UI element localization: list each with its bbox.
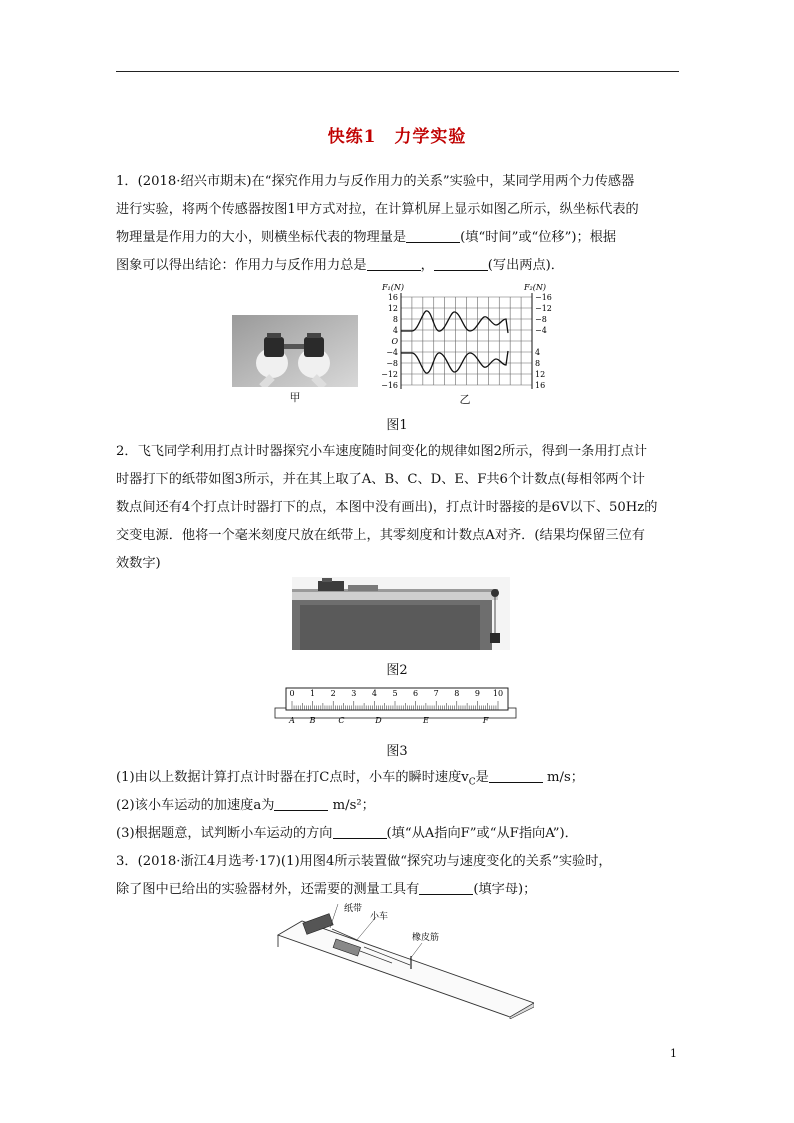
ruler-number: 4 [371, 689, 377, 698]
right-tick-label: −16 [535, 293, 552, 302]
tape-point-label: F [482, 716, 489, 725]
left-tick-label: −12 [381, 370, 398, 379]
right-tick-label: −12 [535, 304, 552, 313]
right-tick-label: −4 [535, 326, 547, 335]
answer-blank [419, 882, 473, 895]
q2-sub-2 [116, 797, 680, 815]
q3-text: 除了图中已给出的实验器材外，还需要的测量工具有 [116, 882, 420, 897]
q2-text: (3)根据题意，试判断小车运动的方向 [116, 826, 333, 841]
left-tick-label: O [391, 337, 398, 346]
left-tick-label: 16 [387, 293, 398, 302]
q3-line-1: 3．(2018·浙江4月选考·17)(1)用图4所示装置做“探究功与速度变化的关系”实验时， [116, 854, 612, 869]
label-cart: 小车 [370, 912, 389, 922]
tape-point-label: C [338, 716, 345, 725]
left-tick-label: −16 [381, 381, 398, 390]
answer-blank [367, 258, 421, 271]
work-velocity-apparatus [272, 903, 534, 1019]
force-time-graph [372, 281, 562, 399]
fig3-caption: 图3 [386, 744, 408, 759]
q2-text: 是 [475, 770, 489, 785]
header-rule [116, 71, 679, 72]
page-title: 快练1 力学实验 [327, 127, 467, 147]
ruler-number: 5 [392, 689, 398, 698]
ruler-number: 7 [433, 689, 439, 698]
fig1-label-yi: 乙 [459, 393, 471, 406]
unit-text: m/s²； [332, 798, 375, 813]
left-tick-label: −8 [386, 359, 398, 368]
left-tick-label: 4 [392, 326, 398, 335]
ruler-number: 0 [289, 689, 295, 698]
right-tick-label: 12 [535, 370, 546, 379]
q1-line-2: 进行实验，将两个传感器按图1甲方式对拉，在计算机屏上显示如图乙所示，纵坐标代表的 [116, 202, 639, 217]
answer-blank [333, 826, 387, 839]
right-tick-label: −8 [535, 315, 547, 324]
q1-text: 物理量是作用力的大小，则横坐标代表的物理量是 [116, 230, 407, 245]
unit-text: m/s； [547, 770, 584, 785]
tape-point-label: B [309, 716, 316, 725]
left-axis-label: F₁(N) [382, 283, 404, 292]
fig2-caption: 图2 [386, 663, 408, 678]
q1-text: (写出两点)． [487, 258, 564, 273]
right-tick-label: 4 [535, 348, 541, 357]
ruler-number: 8 [454, 689, 460, 698]
fig1-caption: 图1 [386, 418, 408, 433]
ruler-number: 1 [310, 689, 316, 698]
answer-blank [406, 230, 460, 243]
tape-point-label: E [422, 716, 429, 725]
q2-text: (1)由以上数据计算打点计时器在打C点时，小车的瞬时速度v [116, 770, 469, 785]
q1-text: 图象可以得出结论：作用力与反作用力总是 [116, 258, 367, 273]
fig1-label-jia: 甲 [289, 391, 301, 404]
q2-text: (填“从A指向F”或“从F指向A”)． [386, 826, 578, 841]
q2-line-1: 2．飞飞同学利用打点计时器探究小车速度随时间变化的规律如图2所示，得到一条用打点计 [116, 444, 648, 459]
subscript-c: C [468, 777, 476, 788]
ruler-number: 6 [413, 689, 419, 698]
q1-text: (填“时间”或“位移”)；根据 [460, 230, 617, 245]
hands-sensor-photo [232, 315, 358, 387]
label-paper-tape: 纸带 [344, 904, 363, 914]
label-rubber-band: 橡皮筋 [412, 933, 440, 943]
q1-text: ， [420, 258, 434, 273]
left-tick-label: 8 [392, 315, 398, 324]
q3-text: (填字母)； [473, 882, 537, 897]
q1-line-4 [116, 257, 680, 275]
q2-text: (2)该小车运动的加速度a为 [116, 798, 275, 813]
q2-line-2: 时器打下的纸带如图3所示，并在其上取了A、B、C、D、E、F共6个计数点(每相邻两个计 [116, 472, 645, 487]
q1-line-1: 1．(2018·绍兴市期末)在“探究作用力与反作用力的关系”实验中，某同学用两个力传感器 [116, 174, 635, 189]
page-number: 1 [670, 1047, 677, 1060]
right-tick-label: 16 [535, 381, 546, 390]
q2-sub-3 [116, 825, 680, 843]
right-axis-label: F₂(N) [524, 283, 546, 292]
left-tick-label: −4 [386, 348, 398, 357]
q2-sub-1 [116, 769, 680, 792]
left-tick-label: 12 [387, 304, 398, 313]
q3-line-2 [116, 881, 680, 899]
ruler-number: 3 [351, 689, 357, 698]
q2-line-3: 数点间还有4个打点计时器打下的点，本图中没有画出)，打点计时器接的是6V以下、50Hz的 [116, 500, 658, 515]
tape-point-label: A [289, 716, 295, 725]
q2-line-5: 效数字) [116, 556, 161, 571]
answer-blank [434, 258, 488, 271]
answer-blank [489, 770, 543, 783]
ruler-number: 2 [330, 689, 336, 698]
q2-line-4: 交变电源．他将一个毫米刻度尺放在纸带上，其零刻度和计数点A对齐．(结果均保留三位有 [116, 528, 645, 543]
ruler-tape-figure [274, 686, 517, 730]
answer-blank [274, 798, 328, 811]
q1-line-3 [116, 229, 680, 247]
ruler-number: 10 [492, 689, 504, 698]
tape-point-label: D [375, 716, 382, 725]
cart-track-photo [292, 577, 510, 650]
ruler-number: 9 [474, 689, 480, 698]
right-tick-label: 8 [535, 359, 541, 368]
